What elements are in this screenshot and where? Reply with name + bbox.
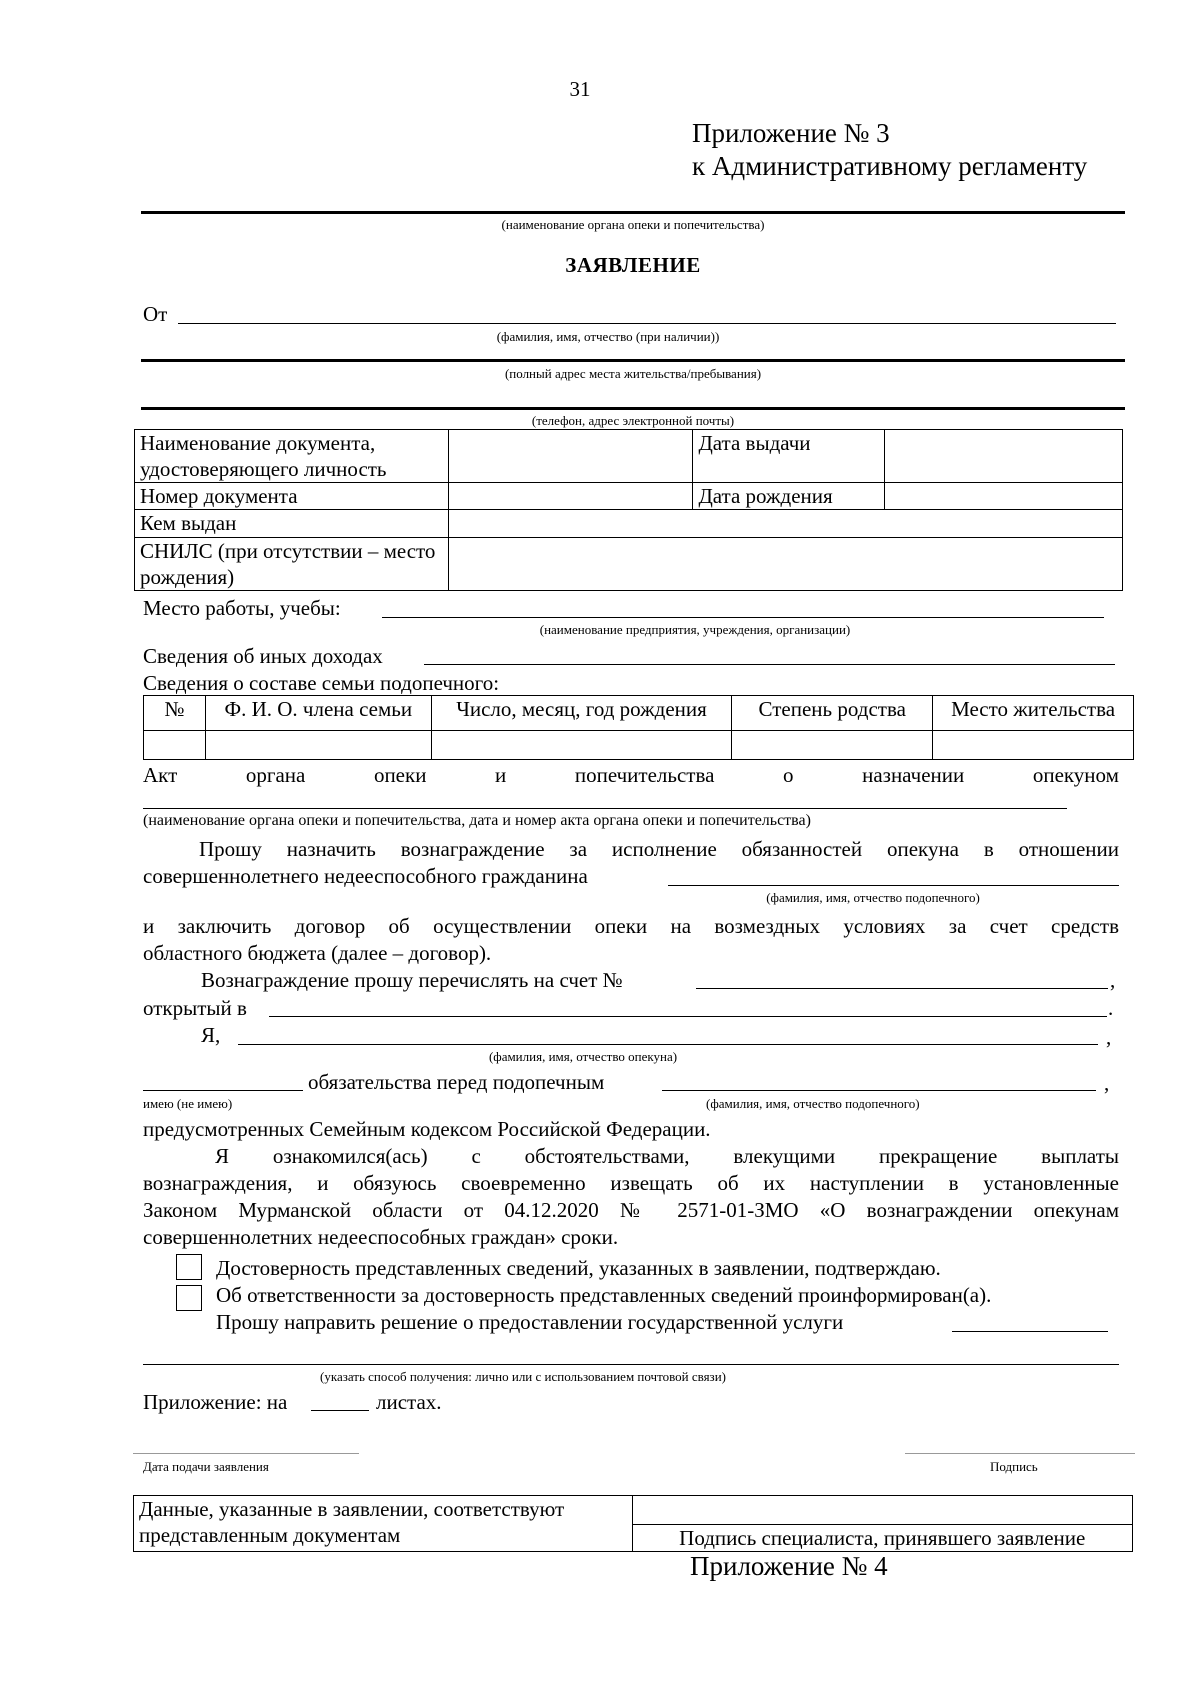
contacts-line[interactable] — [141, 407, 1125, 410]
act-word: и — [495, 763, 507, 787]
verification-text-line1: Данные, указанные в заявлении, соответствуют — [139, 1497, 565, 1521]
receipt-method-line[interactable] — [143, 1364, 1119, 1365]
workplace-caption: (наименование предприятия, учреждения, организации) — [539, 622, 851, 637]
specialist-signature-field[interactable] — [633, 1496, 1132, 1525]
receipt-method-caption: (указать способ получения: лично или с использованием почтовой связи) — [320, 1369, 726, 1384]
snils-value-cell[interactable] — [448, 538, 1122, 591]
birth-date-value-cell[interactable] — [885, 483, 1123, 510]
other-income-line[interactable] — [424, 664, 1115, 665]
next-appendix-heading: Приложение № 4 — [690, 1551, 888, 1581]
family-header-relation: Степень родства — [732, 696, 933, 731]
doc-name-value-cell[interactable] — [448, 430, 693, 483]
decision-label: Прошу направить решение о предоставлении государственной услуги — [216, 1310, 844, 1334]
act-word: опеки — [373, 763, 427, 787]
acknowledge-line1: Я ознакомился(ась) с обстоятельствами, влекущими прекращение выплаты — [215, 1144, 1119, 1168]
family-cell[interactable] — [732, 731, 933, 760]
act-caption: (наименование органа опеки и попечительства, дата и номер акта органа опеки и попечительства) — [143, 812, 811, 829]
verification-table — [133, 1495, 1133, 1552]
confirm-accuracy-label: Достоверность представленных сведений, указанных в заявлении, подтверждаю. — [216, 1256, 941, 1280]
doc-name-label: Наименование документа, удостоверяющего личность — [135, 430, 449, 483]
family-cell[interactable] — [933, 731, 1134, 760]
other-income-label: Сведения об иных доходах — [143, 644, 383, 668]
family-header-fio: Ф. И. О. члена семьи — [205, 696, 431, 731]
specialist-signature-label: Подпись специалиста, принявшего заявление — [679, 1526, 1086, 1550]
family-header-birthdate: Число, месяц, год рождения — [431, 696, 732, 731]
appendix-heading-line2: к Административному регламенту — [692, 151, 1088, 181]
family-cell[interactable] — [431, 731, 732, 760]
doc-number-value-cell[interactable] — [448, 483, 693, 510]
verification-text-line2: представленным документам — [139, 1523, 401, 1547]
workplace-label: Место работы, учебы: — [143, 596, 341, 620]
workplace-line[interactable] — [382, 617, 1104, 618]
family-header-number: № — [144, 696, 206, 731]
responsibility-informed-label: Об ответственности за достоверность представленных сведений проинформирован(а). — [216, 1283, 992, 1307]
contacts-caption: (телефон, адрес электронной почты) — [531, 413, 735, 428]
snils-label: СНИЛС (при отсутствии – место рождения) — [135, 538, 449, 591]
doc-number-label: Номер документа — [135, 483, 449, 510]
act-word: Акт — [143, 763, 178, 787]
ward-fio-caption: (фамилия, имя, отчество подопечного) — [766, 890, 980, 905]
responsibility-informed-checkbox[interactable] — [176, 1285, 202, 1311]
from-label: От — [143, 302, 168, 326]
i-label: Я, — [201, 1023, 221, 1047]
guardian-fio-caption: (фамилия, имя, отчество опекуна) — [488, 1049, 678, 1064]
family-label: Сведения о составе семьи подопечного: — [143, 671, 500, 695]
authority-caption: (наименование органа опеки и попечительства) — [501, 217, 765, 232]
request-line1: Прошу назначить вознаграждение за исполнение обязанностей опекуна в отношении — [199, 837, 1119, 861]
opened-in-label: открытый в — [143, 996, 247, 1020]
family-cell[interactable] — [205, 731, 431, 760]
ward-fio-line[interactable] — [668, 885, 1119, 886]
contract-line2: областного бюджета (далее – договор). — [143, 941, 492, 965]
verification-text-cell — [134, 1496, 633, 1552]
have-not-line[interactable] — [143, 1090, 303, 1091]
ward-fio-line-2[interactable] — [662, 1090, 1096, 1091]
act-word: о — [783, 763, 794, 787]
page-number: 31 — [569, 77, 591, 101]
from-fio-line[interactable] — [178, 323, 1116, 324]
attachment-label: Приложение: на — [143, 1390, 288, 1414]
act-word: назначении — [862, 763, 965, 787]
identity-document-table — [134, 429, 1123, 591]
obligations-label: обязательства перед подопечным — [308, 1070, 605, 1094]
act-word: органа — [245, 763, 306, 787]
attachment-sheets-line[interactable] — [311, 1410, 369, 1411]
bank-period: . — [1108, 996, 1114, 1020]
signature-line[interactable] — [905, 1453, 1135, 1454]
family-header-residence: Место жительства — [933, 696, 1134, 731]
guardian-comma: , — [1106, 1025, 1112, 1049]
guardian-fio-line[interactable] — [238, 1044, 1098, 1045]
fio-caption: (фамилия, имя, отчество (при наличии)) — [496, 329, 720, 344]
acknowledge-line2: вознаграждения, и обязуюсь своевременно извещать об их наступлении в установленные — [143, 1171, 1119, 1195]
issued-by-value-cell[interactable] — [448, 510, 1122, 538]
signature-label: Подпись — [990, 1459, 1038, 1474]
act-line-blank[interactable] — [143, 808, 1067, 809]
have-not-caption: имею (не имею) — [143, 1096, 233, 1111]
request-line2: совершеннолетнего недееспособного гражданина — [143, 864, 588, 888]
sheets-label: листах. — [376, 1390, 442, 1414]
issue-date-value-cell[interactable] — [885, 430, 1123, 483]
bank-line[interactable] — [269, 1016, 1107, 1017]
act-line — [143, 762, 1119, 788]
acknowledge-line3: Законом Мурманской области от 04.12.2020 № 2571-01-ЗМО «О вознаграждении опекунам — [143, 1198, 1119, 1222]
family-table — [143, 695, 1134, 760]
obligations-comma: , — [1104, 1071, 1110, 1095]
birth-date-label: Дата рождения — [693, 483, 885, 510]
act-word: опекуном — [1032, 763, 1119, 787]
account-label: Вознаграждение прошу перечислять на счет № — [201, 968, 623, 992]
issue-date-label: Дата выдачи — [693, 430, 885, 483]
account-number-line[interactable] — [696, 988, 1108, 989]
form-title: ЗАЯВЛЕНИЕ — [565, 253, 701, 277]
address-caption: (полный адрес места жительства/пребывания) — [504, 366, 762, 381]
act-word: попечительства — [574, 763, 715, 787]
family-table-row — [144, 731, 1134, 760]
family-code-line: предусмотренных Семейным кодексом Российской Федерации. — [143, 1117, 711, 1141]
decision-method-line[interactable] — [952, 1331, 1108, 1332]
account-comma: , — [1110, 968, 1116, 992]
issued-by-label: Кем выдан — [135, 510, 449, 538]
submission-date-line[interactable] — [133, 1453, 359, 1454]
submission-date-label: Дата подачи заявления — [143, 1459, 269, 1474]
address-line[interactable] — [141, 359, 1125, 362]
family-cell[interactable] — [144, 731, 206, 760]
authority-line — [141, 211, 1125, 214]
contract-line1: и заключить договор об осуществлении опеки на возмездных условиях за счет средств — [143, 914, 1119, 938]
specialist-signature-cell[interactable] — [632, 1496, 1132, 1552]
appendix-heading-line1: Приложение № 3 — [692, 118, 890, 148]
ward-fio-caption-2: (фамилия, имя, отчество подопечного) — [706, 1096, 920, 1111]
confirm-accuracy-checkbox[interactable] — [176, 1254, 202, 1280]
acknowledge-line4: совершеннолетних недееспособных граждан» сроки. — [143, 1225, 619, 1249]
